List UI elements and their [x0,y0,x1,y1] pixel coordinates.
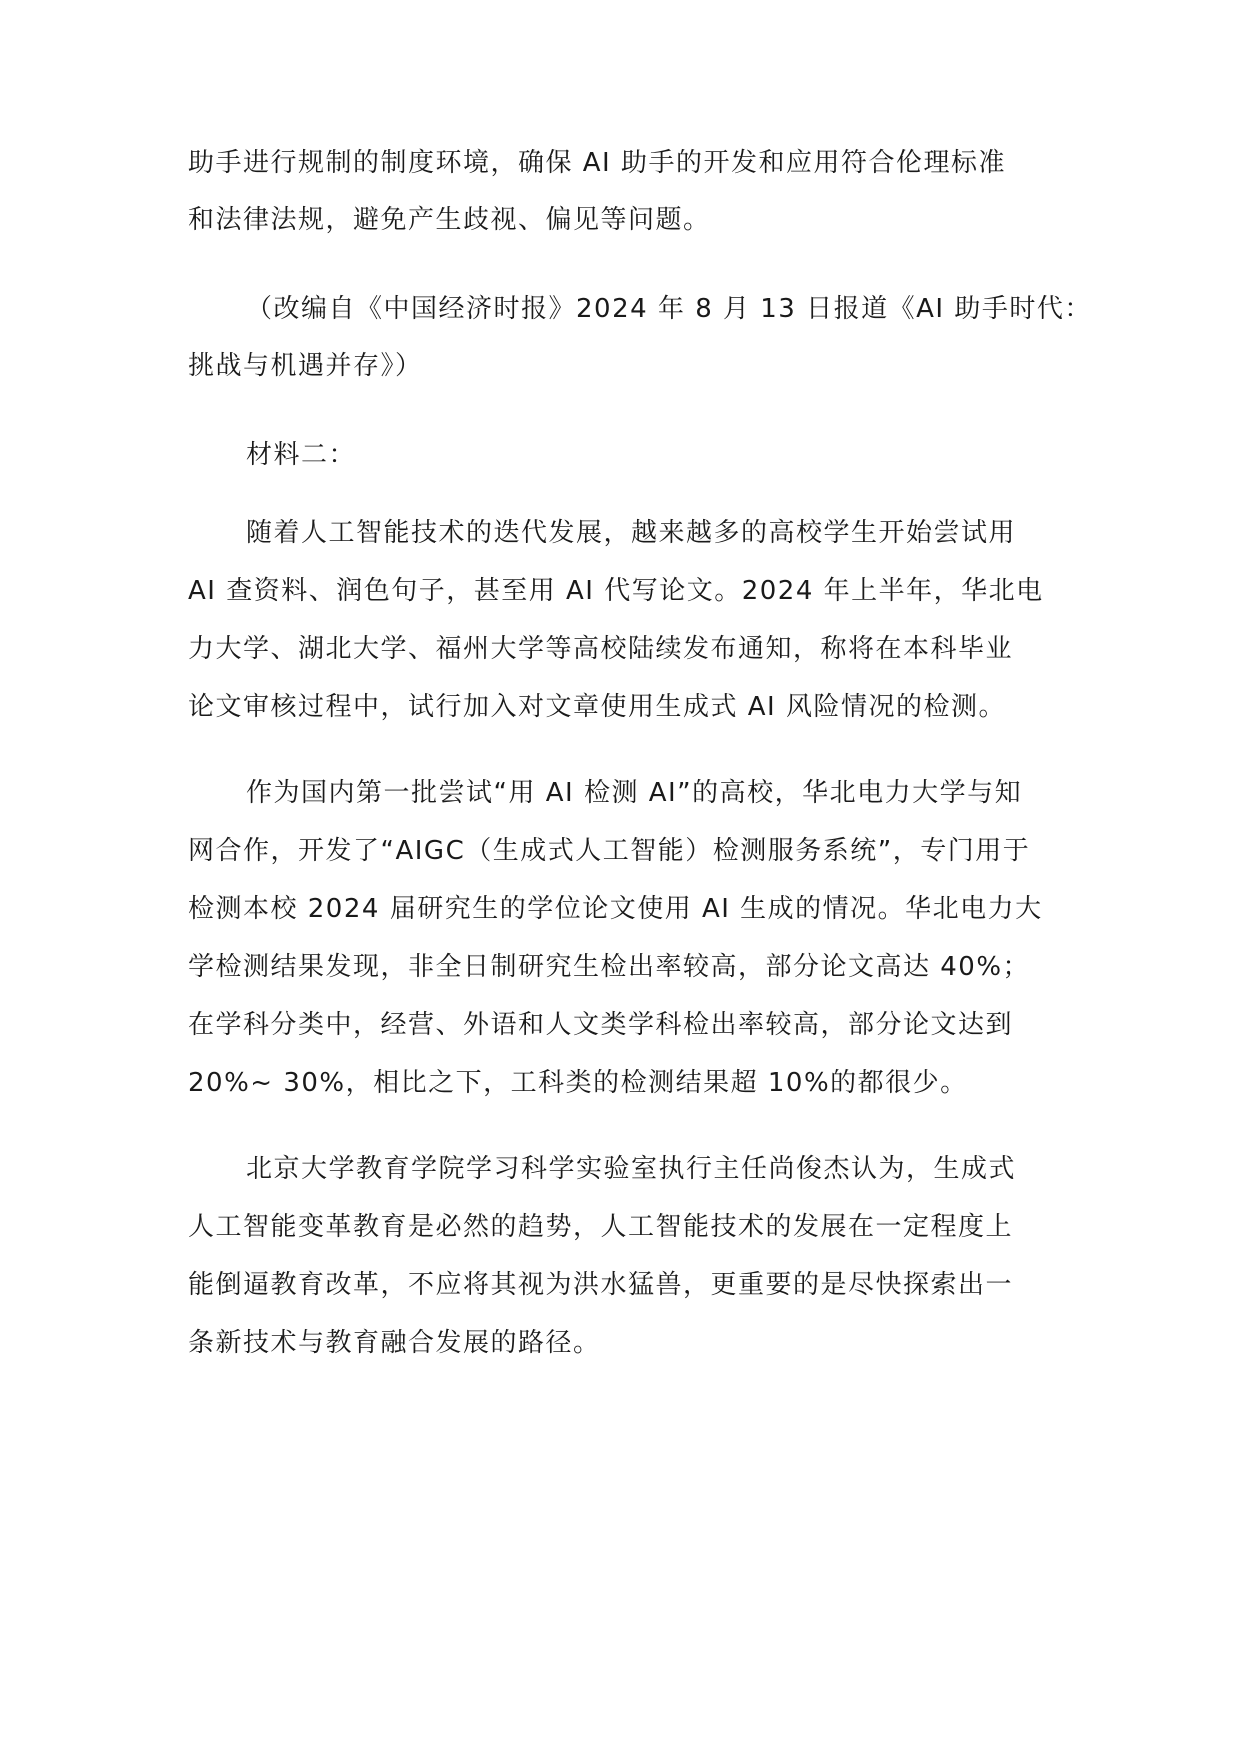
source-note-line: 挑战与机遇并存》） [188,351,423,381]
text-line: 和法律法规，避免产生歧视、偏见等问题。 [188,205,711,235]
text-line: 学检测结果发现，非全日制研究生检出率较高，部分论文高达 40%； [188,952,1031,982]
text-line: 助手进行规制的制度环境，确保 AI 助手的开发和应用符合伦理标准 [188,148,1006,178]
text-line: 20%~ 30%，相比之下，工科类的检测结果超 10%的都很少。 [188,1068,968,1098]
text-line: 在学科分类中，经营、外语和人文类学科检出率较高，部分论文达到 [188,1010,1014,1040]
text-line: 人工智能变革教育是必然的趋势，人工智能技术的发展在一定程度上 [188,1212,1014,1242]
text-line: 网合作，开发了“AIGC（生成式人工智能）检测服务系统”，专门用于 [188,836,1031,866]
text-line: 能倒逼教育改革，不应将其视为洪水猛兽，更重要的是尽快探索出一 [188,1270,1014,1300]
text-line: AI 查资料、润色句子，甚至用 AI 代写论文。2024 年上半年，华北电 [188,576,1044,606]
text-line: 作为国内第一批尝试“用 AI 检测 AI”的高校，华北电力大学与知 [246,778,1023,808]
source-note-line: （改编自《中国经济时报》2024 年 8 月 13 日报道《AI 助手时代： [246,294,1092,324]
text-line: 随着人工智能技术的迭代发展，越来越多的高校学生开始尝试用 [246,518,1017,548]
text-line: 北京大学教育学院学习科学实验室执行主任尚俊杰认为，生成式 [246,1154,1017,1184]
text-line: 力大学、湖北大学、福州大学等高校陆续发布通知，称将在本科毕业 [188,634,1014,664]
section-heading: 材料二： [246,440,357,470]
text-line: 检测本校 2024 届研究生的学位论文使用 AI 生成的情况。华北电力大 [188,894,1043,924]
text-line: 论文审核过程中，试行加入对文章使用生成式 AI 风险情况的检测。 [188,692,1006,722]
text-line: 条新技术与教育融合发展的路径。 [188,1328,601,1358]
